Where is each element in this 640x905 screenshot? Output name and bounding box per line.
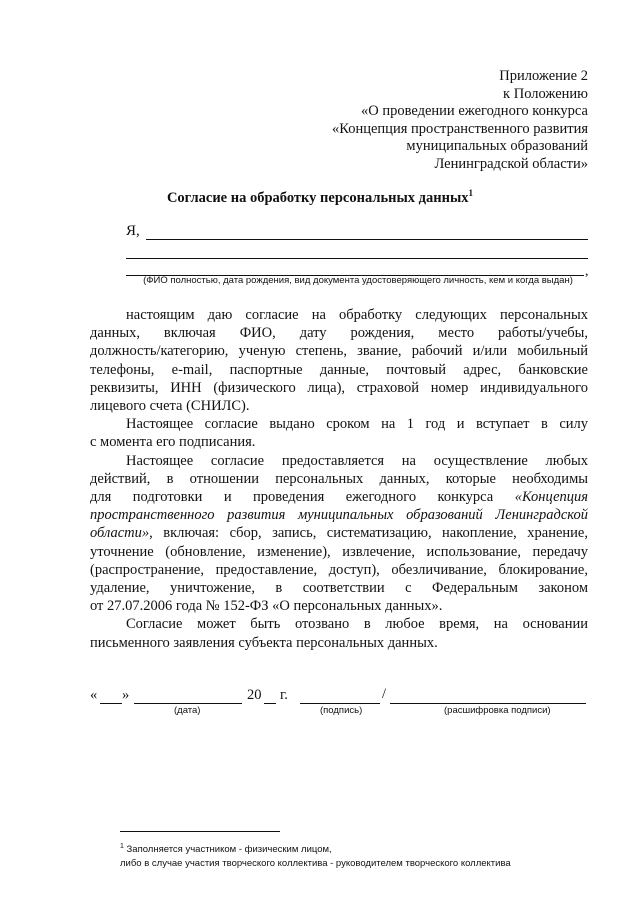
p3-line: Настоящее согласие предоставляется на осуществление любых <box>126 452 588 469</box>
year-suffix: г. <box>280 687 288 703</box>
fio-comma: , <box>585 264 589 279</box>
footnote-line-1 <box>120 840 511 857</box>
p1-line: телефоны, e-mail, паспортные данные, почтовый адрес, банковские <box>90 361 588 378</box>
date-line[interactable] <box>134 703 242 704</box>
footnote-divider <box>120 831 280 832</box>
p1-line: лицевого счета (СНИЛС). <box>90 398 250 415</box>
title-footnote-mark: 1 <box>468 188 474 198</box>
p3-line3-start: для подготовки и проведения ежегодного конкурса <box>90 489 494 506</box>
footnote-mark: 1 <box>120 843 124 850</box>
appendix-line: Ленинградской области» <box>434 155 588 172</box>
footnote-text-1: Заполняется участником - физическим лицом, <box>126 844 332 855</box>
ya-label: Я, <box>126 223 140 239</box>
p1-line: данных, включая ФИО, дату рождения, место работы/учебы, <box>90 325 588 342</box>
appendix-line: Приложение 2 <box>499 68 588 84</box>
title-text: Согласие на обработку персональных данных <box>166 190 469 206</box>
consent-body <box>90 306 588 652</box>
fio-line-2[interactable] <box>126 258 588 259</box>
p3-line4-italic: пространственного развития муниципальных образований Ленинградской <box>90 507 588 524</box>
p3-line <box>90 506 588 524</box>
p2-line: с момента его подписания. <box>90 434 256 451</box>
document-title <box>0 188 640 207</box>
p3-line <box>90 488 588 506</box>
appendix-line: муниципальных образований <box>406 138 588 154</box>
p3-line <box>90 524 588 542</box>
p3-line3-italic: «Концепция <box>514 489 588 506</box>
p1-line: реквизиты, ИНН (физического лица), страховой номер индивидуального <box>90 379 588 396</box>
appendix-line: к Положению <box>503 85 588 102</box>
appendix-line: «О проведении ежегодного конкурса <box>360 103 588 119</box>
decode-hint: (расшифровка подписи) <box>444 705 551 716</box>
year-prefix: 20 <box>247 687 262 703</box>
p3-line: действий, в отношении персональных данных, которые необходимы <box>90 470 588 487</box>
appendix-line: «Концепция пространственного развития <box>332 120 588 137</box>
sign-hint: (подпись) <box>320 705 363 716</box>
p3-line: удаление, уничтожение, в соответствии с Федеральным законом <box>90 580 588 597</box>
p1-line: должность/категорию, ученую степень, звание, рабочий и/или мобильный <box>90 343 588 360</box>
p2-line: Настоящее согласие выдано сроком на 1 год и вступает в силу <box>126 416 588 433</box>
quote-close: » <box>122 687 130 703</box>
p3-line: от 27.07.2006 года № 152-ФЗ «О персональных данных». <box>90 598 443 615</box>
appendix-header <box>258 68 588 173</box>
fio-hint: (ФИО полностью, дата рождения, вид документа удостоверяющего личность, кем и когда выдан) <box>143 275 573 286</box>
p1-line: настоящим даю согласие на обработку следующих персональных <box>126 307 588 323</box>
p3-line5-italic: области» <box>90 525 150 542</box>
fio-line-1[interactable] <box>146 239 588 240</box>
decode-line[interactable] <box>390 703 586 704</box>
quote-open: « <box>90 687 98 703</box>
p4-line: письменного заявления субъекта персональных данных. <box>90 634 438 651</box>
p4-line: Согласие может быть отозвано в любое время, на основании <box>126 616 588 633</box>
p3-line: уточнение (обновление, изменение), извлечение, использование, передачу <box>90 543 588 560</box>
slash: / <box>382 686 387 702</box>
year-line[interactable] <box>264 703 276 704</box>
p3-line5-rest: , включая: сбор, запись, систематизацию, накопление, хранение, <box>149 525 588 542</box>
p3-line: (распространение, предоставление, доступ), обезличивание, блокирование, <box>90 561 588 578</box>
footnote <box>120 840 511 871</box>
date-hint: (дата) <box>174 705 201 716</box>
day-line[interactable] <box>100 703 122 704</box>
footnote-line-2: либо в случае участия творческого коллектива - руководителем творческого коллектива <box>120 858 511 869</box>
signature-line[interactable] <box>300 703 380 704</box>
